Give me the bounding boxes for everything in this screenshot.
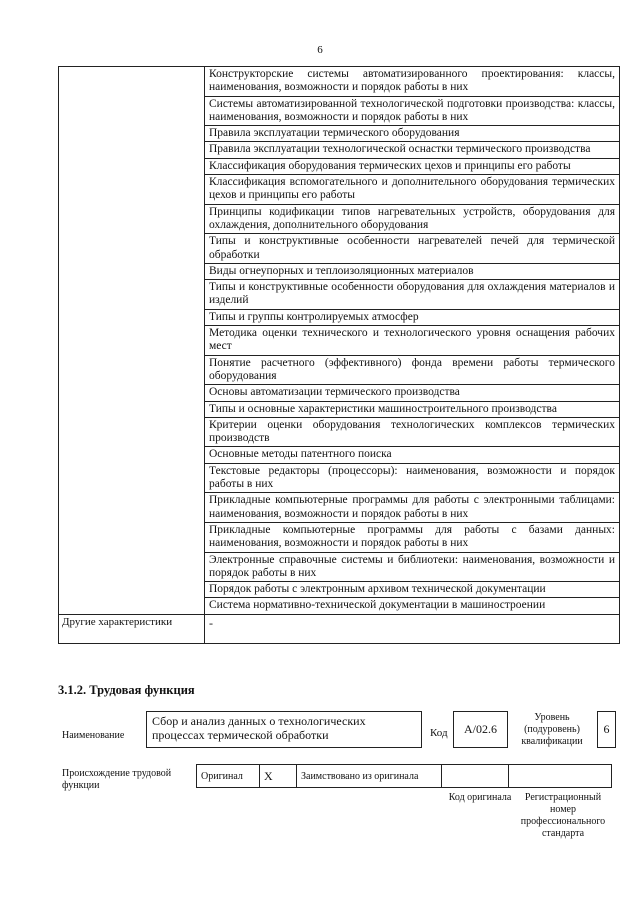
other-characteristics-row: [59, 614, 620, 643]
knowledge-item: Правила эксплуатации технологической оснастки термического производства: [205, 142, 619, 158]
origin-table: [196, 764, 612, 788]
knowledge-item: Критерии оценки оборудования технологических комплексов термических производств: [205, 418, 619, 448]
knowledge-item: Системы автоматизированной технологической подготовки производства: классы, наименования, возможности и порядок работы в них: [205, 97, 619, 127]
reg-number-label: Регистрационный номер профессионального стандарта: [520, 792, 606, 839]
knowledge-item: Типы и основные характеристики машиностроительного производства: [205, 402, 619, 418]
borrowed-label: Заимствовано из оригинала: [297, 765, 442, 788]
code-label: Код: [430, 727, 448, 739]
knowledge-item: Правила эксплуатации термического оборудования: [205, 126, 619, 142]
knowledge-item: Текстовые редакторы (процессоры): наименования, возможности и порядок работы в них: [205, 464, 619, 494]
name-label: Наименование: [62, 730, 125, 741]
knowledge-item: Методика оценки технического и технологического уровня оснащения рабочих мест: [205, 326, 619, 356]
knowledge-table: [58, 66, 620, 644]
knowledge-item: Основные методы патентного поиска: [205, 447, 619, 463]
knowledge-item: Прикладные компьютерные программы для работы с электронными таблицами: наименования, возможности и порядок работы в них: [205, 493, 619, 523]
knowledge-item: Классификация вспомогательного и дополнительного оборудования термических цехов и принципы его работы: [205, 175, 619, 205]
knowledge-item: Порядок работы с электронным архивом технической документации: [205, 582, 619, 598]
origin-row: [197, 765, 612, 788]
knowledge-item: Понятие расчетного (эффективного) фонда времени работы термического оборудования: [205, 356, 619, 386]
function-name-field: Сбор и анализ данных о технологических процессах термической обработки: [146, 711, 422, 748]
knowledge-item: Основы автоматизации термического производства: [205, 385, 619, 401]
knowledge-item: Виды огнеупорных и теплоизоляционных материалов: [205, 264, 619, 280]
code-field: A/02.6: [453, 711, 508, 748]
original-label: Оригинал: [197, 765, 260, 788]
level-label: Уровень (подуровень) квалификации: [521, 712, 583, 747]
knowledge-item: Прикладные компьютерные программы для работы с базами данных: наименования, возможности и порядок работы в них: [205, 523, 619, 553]
reg-number-field: [509, 765, 612, 788]
other-characteristics-text: -: [209, 615, 213, 630]
origin-label: Происхождение трудовой функции: [62, 768, 172, 791]
knowledge-item: Система нормативно-технической документации в машиностроении: [209, 599, 546, 612]
knowledge-item: Типы и конструктивные особенности оборудования для охлаждения материалов и изделий: [205, 280, 619, 310]
code-original-field: [442, 765, 509, 788]
knowledge-item: Типы и конструктивные особенности нагревателей печей для термической обработки: [205, 234, 619, 264]
knowledge-row: [59, 67, 620, 615]
section-heading: 3.1.2. Трудовая функция: [58, 683, 195, 697]
knowledge-label-cell: [59, 67, 205, 615]
knowledge-items-list: [205, 67, 619, 614]
code-original-label: Код оригинала: [448, 792, 512, 803]
original-mark: X: [260, 765, 297, 788]
knowledge-item: Классификация оборудования термических цехов и принципы его работы: [205, 159, 619, 175]
other-characteristics-label: Другие характеристики: [59, 614, 205, 643]
knowledge-item: Принципы кодификации типов нагревательных устройств, оборудования для охлаждения, дополнительного оборудования: [205, 205, 619, 235]
knowledge-item: Типы и группы контролируемых атмосфер: [205, 310, 619, 326]
knowledge-item: Электронные справочные системы и библиотеки: наименования, возможности и порядок работы в них: [205, 553, 619, 583]
level-field: 6: [597, 711, 616, 748]
other-characteristics-value: [205, 614, 620, 643]
page-number: 6: [317, 44, 323, 56]
knowledge-item: Конструкторские системы автоматизированного проектирования: классы, наименования, возможности и порядок работы в них: [205, 67, 619, 97]
knowledge-content-cell: [205, 67, 620, 615]
